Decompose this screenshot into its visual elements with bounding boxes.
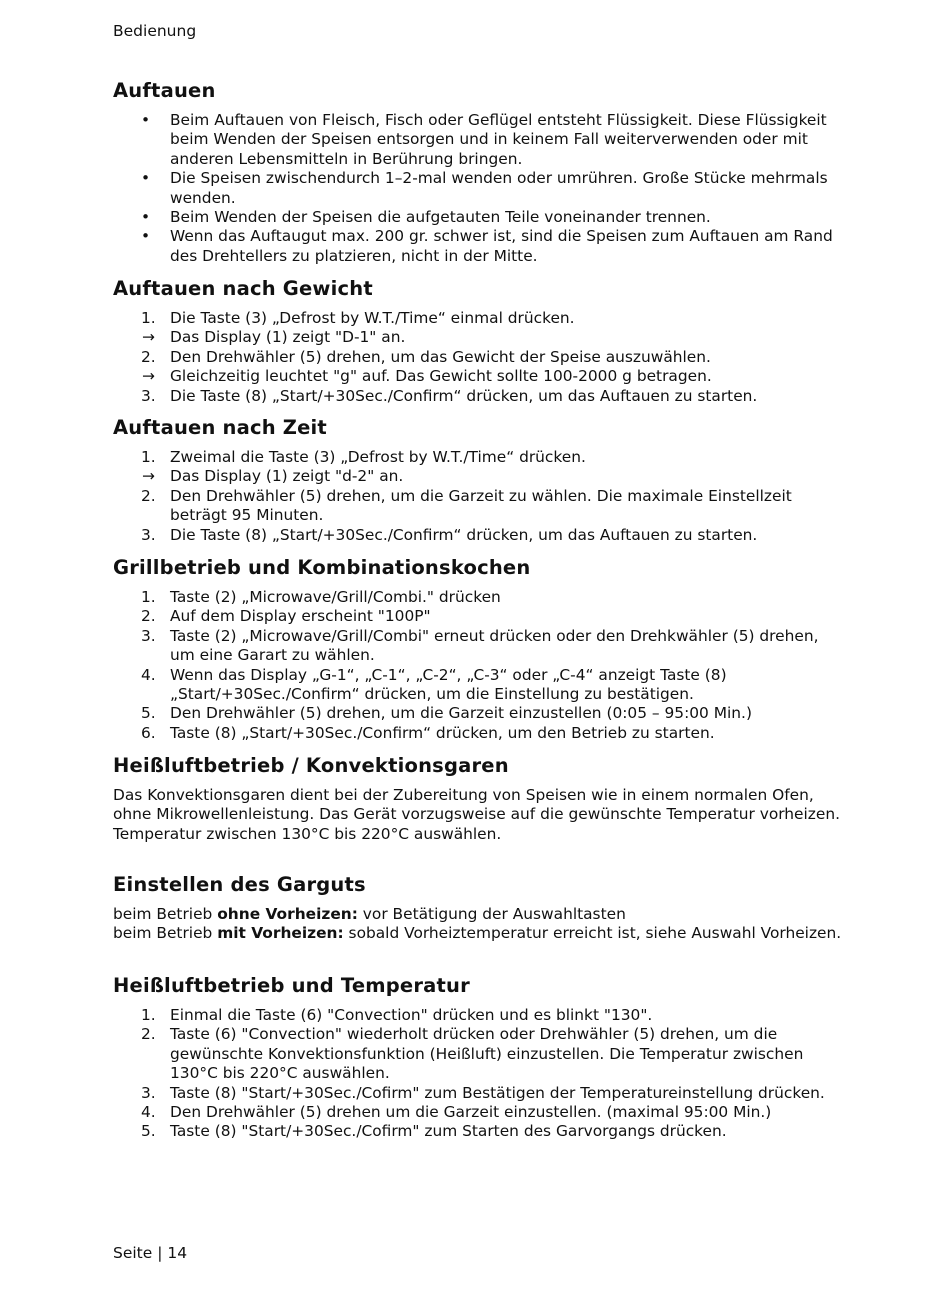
list-item: 4. Den Drehwähler (5) drehen um die Garzeit einzustellen. (maximal 95:00 Min.): [141, 1103, 772, 1122]
bullet-icon: •: [141, 111, 151, 129]
section-title: Auftauen: [113, 79, 216, 102]
arrow-right-icon: →: [142, 328, 155, 347]
list-item: 1. Die Taste (3) „Defrost by W.T./Time“ einmal drücken.: [141, 309, 575, 327]
list-item: 2. Taste (6) "Convection" wiederholt drücken oder Drehwähler (5) drehen, um die gewünschte Konvektionsfunktion (Heißluft) einzustellen. Die Temperatur zwischen 130°C bis 220°C auswählen.: [141, 1025, 804, 1083]
list-item: 1. Zweimal die Taste (3) „Defrost by W.T./Time“ drücken.: [141, 448, 586, 466]
section-auftauen-nach-gewicht: [113, 277, 848, 406]
list-item: • Beim Auftauen von Fleisch, Fisch oder Geflügel entsteht Flüssigkeit. Diese Flüssigkeit beim Wenden der Speisen entsorgen und in keinem Fall weiterverwenden oder mit anderen Lebensmitteln in Berührung bringen.: [141, 111, 827, 168]
list-item: 5. Taste (8) "Start/+30Sec./Cofirm" zum Starten des Garvorgangs drücken.: [141, 1122, 727, 1141]
section-heissluftbetrieb-temperatur: [113, 974, 848, 1142]
list-item: 1. Einmal die Taste (6) "Convection" drücken und es blinkt "130".: [141, 1006, 653, 1024]
list-item: 2. Auf dem Display erscheint "100P": [141, 607, 431, 626]
arrow-right-icon: →: [142, 367, 155, 386]
list-item: • Wenn das Auftaugut max. 200 gr. schwer ist, sind die Speisen zum Auftauen am Rand des Drehtellers zu platzieren, nicht in der Mitte.: [141, 227, 833, 265]
section-title: Heißluftbetrieb und Temperatur: [113, 974, 470, 997]
step-list: [113, 448, 848, 545]
section-einstellen-garguts: [113, 873, 848, 944]
list-item: 3. Taste (8) "Start/+30Sec./Cofirm" zum Bestätigen der Temperatureinstellung drücken.: [141, 1083, 825, 1102]
bullet-list: [113, 111, 848, 266]
step-list: [113, 588, 848, 743]
section-auftauen: [113, 79, 848, 266]
list-item: 6. Taste (8) „Start/+30Sec./Confirm“ drücken, um den Betrieb zu starten.: [141, 723, 715, 742]
section-auftauen-nach-zeit: [113, 416, 848, 545]
page-footer: Seite | 14: [113, 1244, 188, 1262]
list-item: • Beim Wenden der Speisen die aufgetauten Teile voneinander trennen.: [141, 208, 711, 227]
section-title: Heißluftbetrieb / Konvektionsgaren: [113, 754, 509, 777]
list-item: → Gleichzeitig leuchtet "g" auf. Das Gewicht sollte 100-2000 g betragen.: [142, 367, 712, 386]
section-title: Grillbetrieb und Kombinationskochen: [113, 556, 531, 579]
paragraph: beim Betrieb ohne Vorheizen: vor Betätigung der Auswahltasten: [113, 905, 626, 923]
arrow-right-icon: →: [142, 467, 155, 486]
section-heissluftbetrieb-konvektion: [113, 754, 848, 844]
list-item: 3. Die Taste (8) „Start/+30Sec./Confirm“ drücken, um das Auftauen zu starten.: [141, 525, 758, 544]
paragraph: Das Konvektionsgaren dient bei der Zubereitung von Speisen wie in einem normalen Ofen, ohne Mikrowellenleistung. Das Gerät vorzugsweise auf die gewünschte Temperatur vorheizen.: [113, 786, 840, 824]
list-item: 2. Den Drehwähler (5) drehen, um das Gewicht der Speise auszuwählen.: [141, 347, 711, 366]
list-item: 3. Die Taste (8) „Start/+30Sec./Confirm“ drücken, um das Auftauen zu starten.: [141, 386, 758, 405]
section-title: Auftauen nach Gewicht: [113, 277, 373, 300]
list-item: 3. Taste (2) „Microwave/Grill/Combi" erneut drücken oder den Drehkwähler (5) drehen, um eine Garart zu wählen.: [141, 626, 819, 665]
list-item: • Die Speisen zwischendurch 1–2-mal wenden oder umrühren. Große Stücke mehrmals wenden.: [141, 169, 828, 207]
list-item: 5. Den Drehwähler (5) drehen, um die Garzeit einzustellen (0:05 – 95:00 Min.): [141, 704, 752, 723]
list-item: → Das Display (1) zeigt "d-2" an.: [142, 467, 404, 486]
list-item: → Das Display (1) zeigt "D-1" an.: [142, 328, 406, 347]
section-grillbetrieb: [113, 556, 848, 743]
paragraph: Temperatur zwischen 130°C bis 220°C auswählen.: [113, 824, 502, 843]
list-item: 2. Den Drehwähler (5) drehen, um die Garzeit zu wählen. Die maximale Einstellzeit beträgt 95 Minuten.: [141, 486, 792, 525]
section-title: Einstellen des Garguts: [113, 873, 366, 896]
step-list: [113, 1006, 848, 1142]
paragraph: beim Betrieb mit Vorheizen: sobald Vorheiztemperatur erreicht ist, siehe Auswahl Vorheizen.: [113, 924, 842, 943]
section-title: Auftauen nach Zeit: [113, 416, 327, 439]
bullet-icon: •: [141, 208, 151, 227]
list-item: 1. Taste (2) „Microwave/Grill/Combi." drücken: [141, 588, 501, 606]
step-list: [113, 309, 848, 406]
page-header: Bedienung: [113, 22, 197, 40]
list-item: 4. Wenn das Display „G-1“, „C-1“, „C-2“, „C-3“ oder „C-4“ anzeigt Taste (8) „Start/+30Sec./Confirm“ drücken, um die Einstellung zu bestätigen.: [141, 665, 727, 704]
bullet-icon: •: [141, 169, 151, 188]
bullet-icon: •: [141, 227, 151, 246]
